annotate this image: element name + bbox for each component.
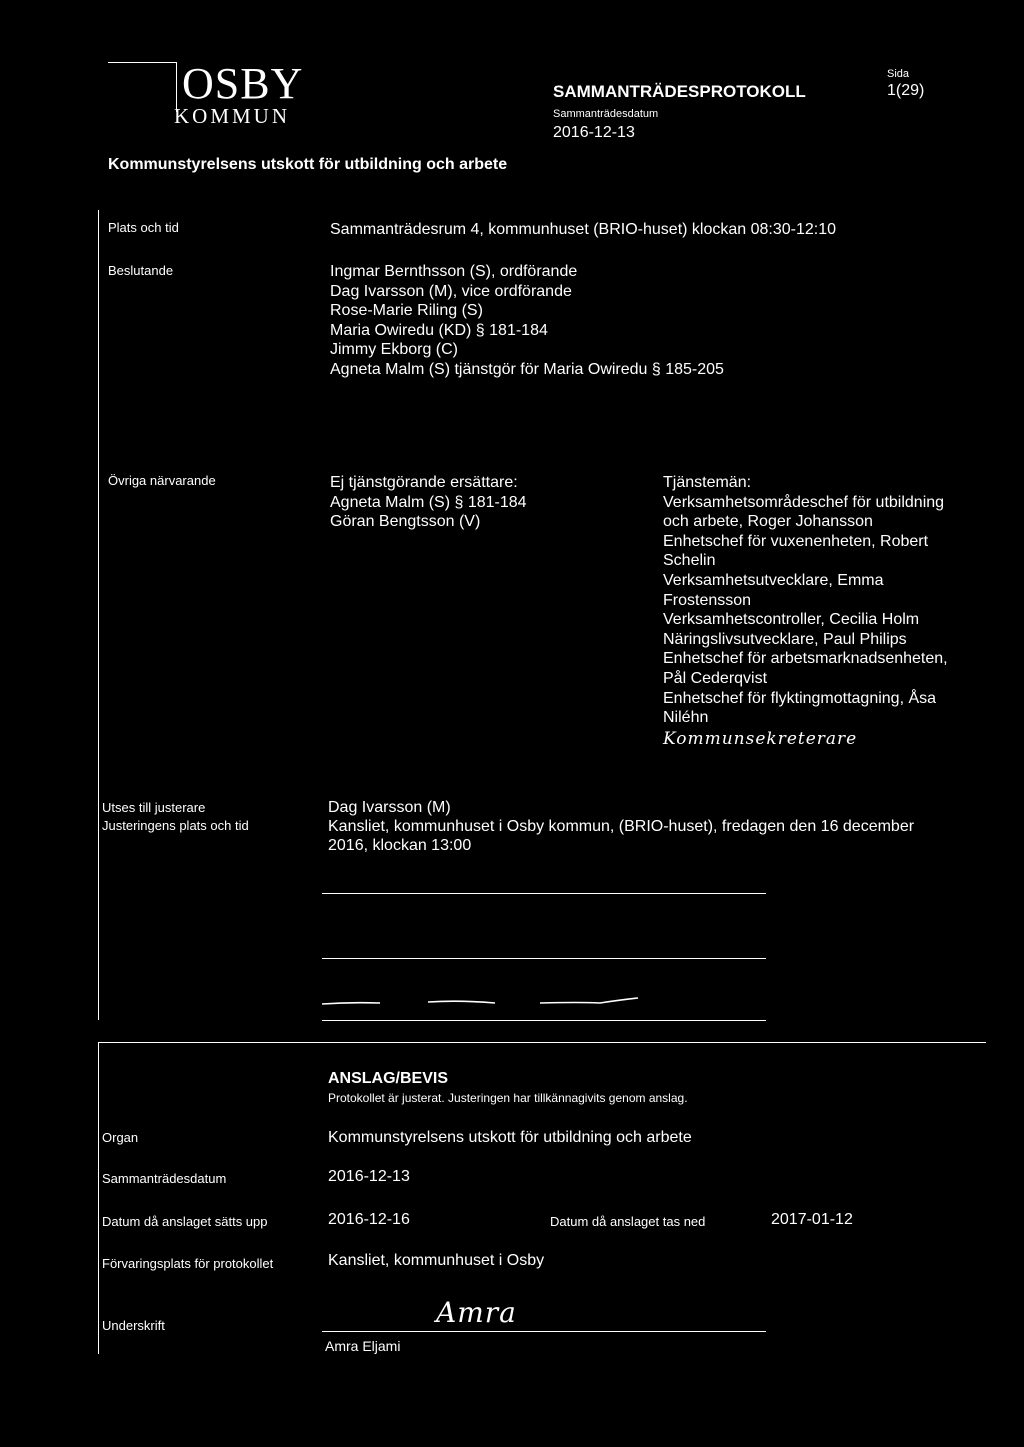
official-line: Enhetschef för arbetsmarknadsenheten, [663, 650, 948, 668]
official-line: Enhetschef för vuxenenheten, Robert [663, 532, 929, 550]
posted-date: 2016-12-16 [328, 1211, 410, 1228]
official-line: Enhetschef för flyktingmottagning, Åsa [663, 689, 937, 707]
notice-title: ANSLAG/BEVIS [328, 1070, 449, 1087]
notice-date-label: Sammanträdesdatum [102, 1171, 227, 1186]
organ-value: Kommunstyrelsens utskott för utbildning och arbete [328, 1129, 692, 1146]
adjust-place-label: Justeringens plats och tid [102, 818, 249, 833]
substitutes-heading: Ej tjänstgörande ersättare: [330, 474, 518, 491]
signer-name: Amra Eljami [325, 1338, 401, 1354]
official-line: Verksamhetsområdeschef för utbildning [663, 493, 945, 511]
deciding-label: Beslutande [108, 263, 174, 278]
substitute: Agneta Malm (S) § 181-184 [330, 493, 527, 511]
deciding-member: Jimmy Ekborg (C) [330, 341, 459, 359]
deciding-member: Maria Owiredu (KD) § 181-184 [330, 321, 548, 339]
adjust-place-line: Kansliet, kommunhuset i Osby kommun, (BRIO-huset), fredagen den 16 december [328, 817, 915, 835]
official-line: Pål Cederqvist [663, 669, 768, 687]
handwritten-signature: Amra [436, 1296, 517, 1329]
deciding-member: Ingmar Bernthsson (S), ordförande [330, 263, 578, 280]
officials-heading: Tjänstemän: [663, 474, 752, 491]
official-line: Verksamhetscontroller, Cecilia Holm [663, 611, 920, 629]
deciding-members [330, 262, 724, 380]
deciding-member: Rose-Marie Riling (S) [330, 302, 483, 320]
deciding-member: Dag Ivarsson (M), vice ordförande [330, 282, 572, 300]
official-line: Näringslivsutvecklare, Paul Philips [663, 630, 907, 648]
notice-divider [98, 1042, 986, 1043]
organ-label: Organ [102, 1130, 139, 1145]
handwritten-signatures [320, 990, 650, 1010]
document-title: SAMMANTRÄDESPROTOKOLL [553, 82, 806, 101]
committee-name: Kommunstyrelsens utskott för utbildning och arbete [108, 156, 508, 173]
official-line: Frostensson [663, 591, 752, 609]
left-border-lower [98, 1042, 99, 1354]
left-border-upper [98, 210, 99, 1020]
notice-date: 2016-12-13 [328, 1168, 410, 1185]
storage-label: Förvaringsplats för protokollet [102, 1256, 274, 1271]
meeting-date-label: Sammanträdesdatum [553, 108, 659, 120]
officials-list [663, 473, 948, 749]
signature-line [322, 1020, 766, 1021]
removed-date: 2017-01-12 [771, 1211, 853, 1228]
signature-underline [322, 1331, 766, 1332]
official-line: och arbete, Roger Johansson [663, 513, 873, 531]
adjuster-label: Utses till justerare [102, 800, 206, 815]
substitute: Göran Bengtsson (V) [330, 513, 481, 531]
logo-kommun: KOMMUN [174, 104, 291, 128]
signature-label: Underskrift [102, 1318, 165, 1333]
place-label: Plats och tid [108, 220, 179, 235]
adjust-place [328, 797, 914, 856]
meeting-date: 2016-12-13 [553, 124, 635, 141]
substitutes-list [330, 473, 527, 532]
place-value: Sammanträdesrum 4, kommunhuset (BRIO-huset) klockan 08:30-12:10 [330, 221, 837, 238]
logo-osby: OSBY [182, 59, 304, 108]
signature-line [322, 958, 766, 959]
removed-label: Datum då anslaget tas ned [550, 1214, 706, 1229]
deciding-member: Agneta Malm (S) tjänstgör för Maria Owiredu § 185-205 [330, 360, 724, 378]
official-line: Verksamhetsutvecklare, Emma [663, 571, 884, 589]
signature-line [322, 893, 766, 894]
storage-value: Kansliet, kommunhuset i Osby [328, 1252, 545, 1269]
official-line: Schelin [663, 552, 716, 570]
handwritten-note: Kommunsekreterare [663, 728, 858, 749]
page-number: 1(29) [887, 82, 925, 99]
adjust-place-line: 2016, klockan 13:00 [328, 837, 472, 855]
adjuster-name: Dag Ivarsson (M) [328, 799, 451, 816]
posted-label: Datum då anslaget sätts upp [102, 1214, 268, 1229]
official-line: Niléhn [663, 709, 709, 727]
notice-text: Protokollet är justerat. Justeringen har tillkännagivits genom anslag. [328, 1091, 688, 1105]
others-label: Övriga närvarande [108, 473, 216, 488]
page-label: Sida [887, 68, 910, 80]
